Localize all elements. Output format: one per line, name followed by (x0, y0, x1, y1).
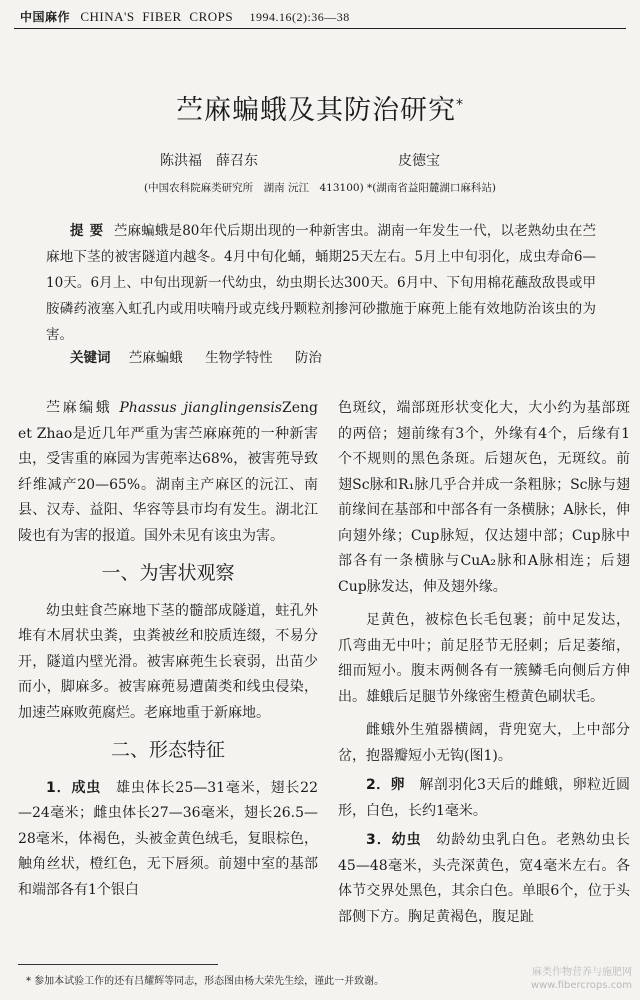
larva-text: 幼龄幼虫乳白色。老熟幼虫长45—48毫米，头壳深黄色，宽4毫米左右。各体节交界处黑色，其余白色。单眼6个，位于头部侧下方。胸足黄褐色，腹足趾 (338, 832, 631, 925)
leg-paragraph: 足黄色，被棕色长毛包裹；前中足发达，爪弯曲无中叶；前足胫节无胫刺；后足萎缩，细而短小。腹末两侧各有一簇鳞毛向侧后方伸出。雄蛾后足腿节外缘密生橙黄色刷状毛。 (338, 612, 630, 705)
author-group-1: 陈洪福 薛召东 (160, 153, 258, 169)
section-heading-morphology: 二、形态特征 (110, 739, 225, 761)
egg-text: 解剖羽化3天后的雌蛾，卵粒近圆形，白色，长约1毫米。 (338, 777, 630, 819)
journal-name-en: CHINA'S FIBER CROPS (80, 9, 234, 24)
footnote: * 参加本试验工作的还有吕耀辉等同志，形态图由杨大荣先生绘，谨此一并致谢。 (26, 976, 385, 987)
watermark-line-1: 麻类作物营养与施肥网 (532, 967, 632, 978)
watermark-line-2: www.fibercrops.com (530, 980, 632, 991)
abstract-label: 提要 (70, 223, 110, 239)
abstract (46, 218, 596, 348)
abstract-text: 苎麻蝙蛾是80年代后期出现的一种新害虫。湖南一年发生一代，以老熟幼虫在苎麻地下茎的被害隧道内越冬。4月中旬化蛹，蛹期25天左右。5月上中旬羽化，成虫寿命6—10天。6月上、中旬出现新一代幼虫，幼虫期长达300天。6月中、下旬用棉花蘸敌敌畏或甲胺磷药液塞入虹孔内或用呋喃丹或克线丹颗粒剂掺河砂撒施于麻蔸上能有效地防治该虫的为害。 (46, 223, 596, 343)
intro-text: Zeng et Zhao是近几年严重为害苎麻麻蔸的一种新害虫，受害重的麻园为害蔸率达68%，被害蔸导致纤维减产20—65%。湖南主产麻区的沅江、南县、汉寿、益阳、华容等县市均有发生。湖北江陵也有为害的报道。国外未见有该虫为害。 (18, 400, 318, 544)
paper-title (0, 88, 640, 127)
section-heading-damage: 一、为害状观察 (101, 562, 235, 584)
title-footnote-mark: * (456, 97, 464, 113)
footnote-rule (18, 964, 218, 965)
adult-paragraph (18, 776, 318, 904)
egg-label: 2．卵 (366, 777, 405, 793)
affiliation: (中国农科院麻类研究所 湖南 沅江 413100) *(湖南省益阳麓湖口麻科站) (144, 182, 496, 194)
title-text: 苎麻蝙蛾及其防治研究 (176, 95, 456, 126)
journal-name-cn: 中国麻作 (20, 10, 71, 24)
author-group-2: 皮德宝 (398, 153, 440, 169)
wing-paragraph: 色斑纹，端部斑形状变化大，大小约为基部斑的两倍；翅前缘有3个，外缘有4个，后缘有1个不规则的黑色条斑。后翅灰色，无斑纹。前翅Sc脉和R₁脉几乎合并成一条粗脉；Sc脉与翅前缘间在基部和中部各有一条横脉；A脉长，伸向翅外缘；Cup脉短，仅达翅中部；Cup脉中部各有一条横脉与CuA₂脉和A脉相连；后翅Cup脉发达，伸及翅外缘。 (338, 400, 630, 595)
right-column (338, 396, 630, 930)
keywords-label: 关键词 (70, 350, 111, 366)
header-rule (14, 28, 626, 29)
watermark (531, 966, 632, 992)
damage-paragraph: 幼虫蛀食苎麻地下茎的髓部成隧道，蛀孔外堆有木屑状虫粪，虫粪被丝和胶质连缀，不易分开，隧道内壁光滑。被害麻蔸生长衰弱，出苗少而小，脚麻多。被害麻蔸易遭菌类和线虫侵染，加速苎麻败蔸腐烂。老麻地重于新麻地。 (18, 602, 318, 721)
keyword: 防治 (294, 350, 322, 366)
keyword: 苎麻蝙蛾 (128, 350, 183, 366)
pest-name: 苎麻编蛾 (46, 400, 113, 416)
keyword: 生物学特性 (205, 350, 273, 366)
larva-paragraph (338, 828, 630, 930)
keywords (70, 346, 340, 366)
left-column (18, 396, 318, 903)
adult-text: 雄虫体长25—31毫米，翅长22—24毫米；雌虫体长27—36毫米，翅长26.5—28毫米，体褐色，头被金黄色绒毛，复眼棕色，触角丝状，橙红色，无下唇须。前翅中室的基部和端部各有1个银白 (18, 779, 318, 898)
adult-label: 1．成虫 (46, 779, 102, 796)
latin-name: Phassus jianglingensis (112, 400, 282, 416)
citation: 1994.16(2):36—38 (249, 10, 350, 24)
genitalia-paragraph: 雌蛾外生殖器横阔，背兜宽大，上中部分岔，抱器瓣短小无钩(图1)。 (338, 722, 630, 764)
egg-paragraph (338, 773, 630, 824)
larva-label: 3．幼虫 (366, 832, 422, 848)
running-head (20, 8, 620, 25)
intro-paragraph (18, 396, 318, 549)
